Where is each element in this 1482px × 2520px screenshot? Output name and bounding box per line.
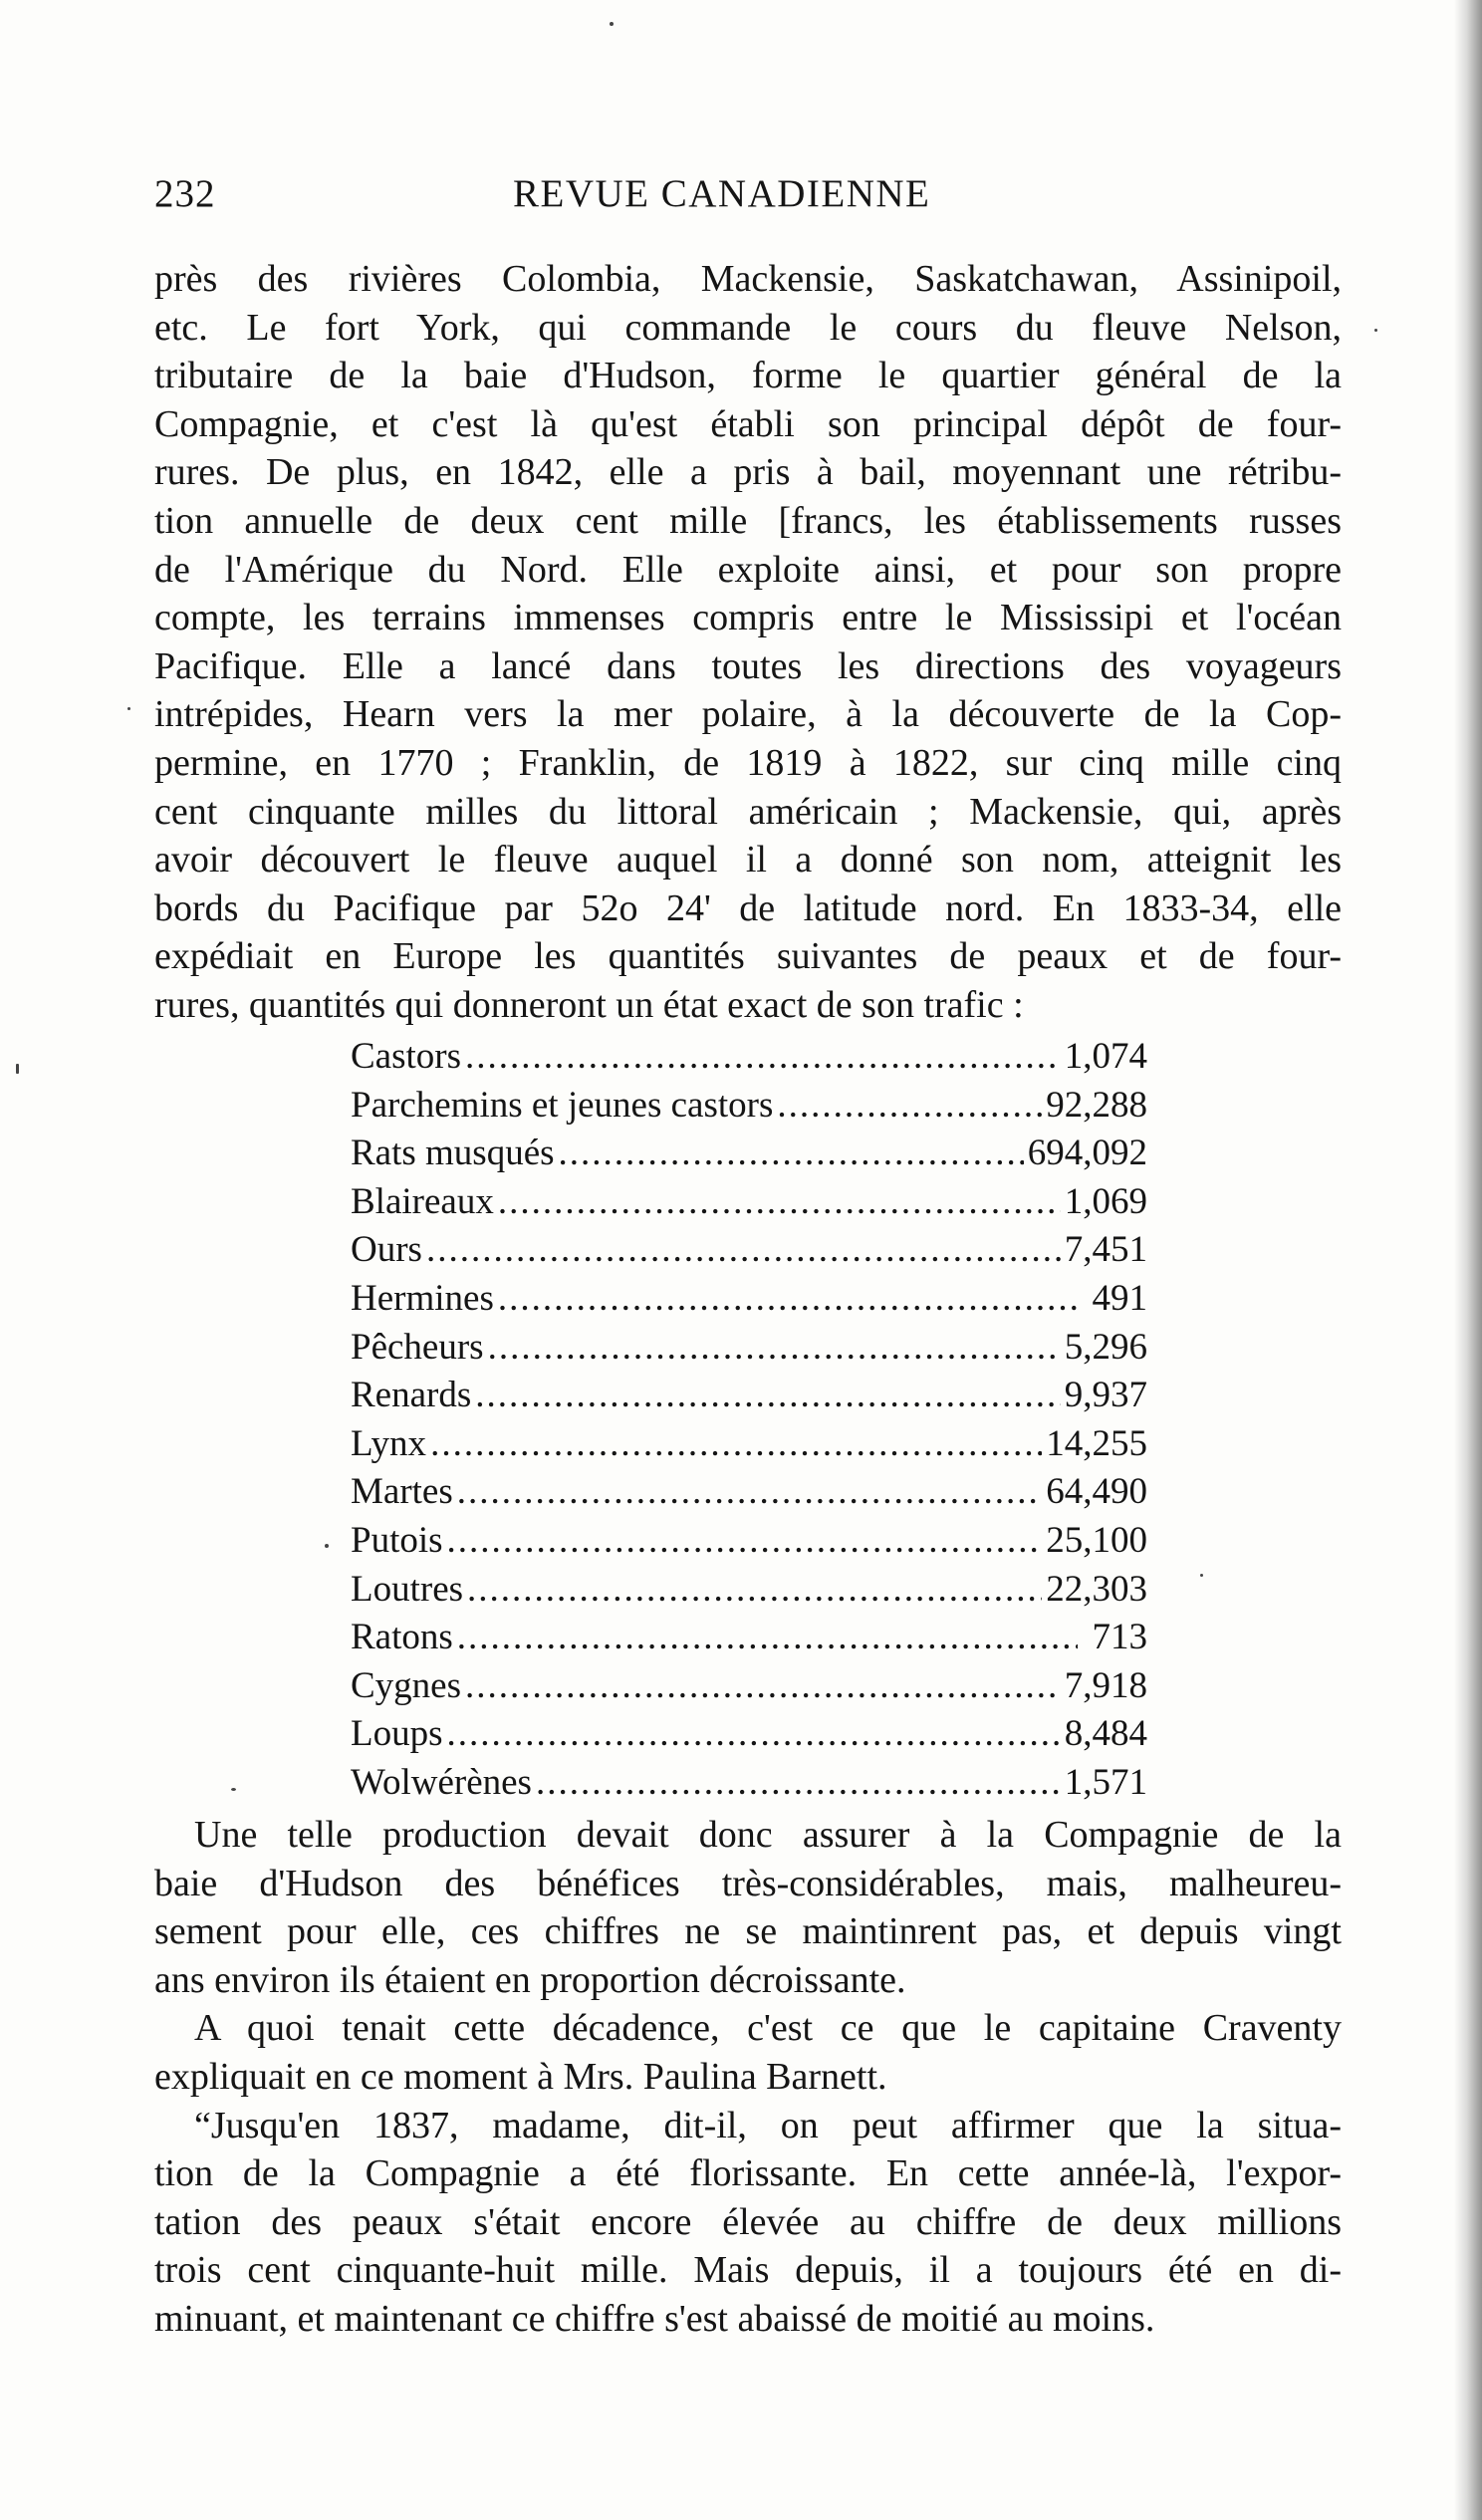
pelt-count: 14,255: [1046, 1422, 1147, 1464]
leader-dots: [488, 1324, 1061, 1373]
pelt-count: 1,069: [1064, 1180, 1147, 1222]
text-line: minuant, et maintenant ce chiffre s'est abaissé de moitié au moins.: [154, 2297, 1155, 2340]
animal-name: Ratons: [351, 1617, 453, 1658]
animal-name: Ours: [351, 1229, 422, 1271]
animal-name: Lynx: [351, 1422, 427, 1464]
running-title: REVUE CANADIENNE: [513, 172, 931, 215]
text-line: compte, les terrains immenses compris entre le Mississipi et l'océan: [154, 597, 1342, 639]
table-row: [351, 1372, 1147, 1420]
scan-speck: [127, 707, 130, 710]
text-line: “Jusqu'en 1837, madame, dit-il, on peut affirmer que la situa-: [194, 2104, 1342, 2146]
page-gutter-shadow: [1454, 0, 1482, 2520]
scan-speck: [1200, 1574, 1203, 1577]
table-row: [351, 1420, 1147, 1469]
leader-dots: [457, 1468, 1043, 1517]
pelt-count: 694,092: [1027, 1133, 1147, 1174]
pelt-count: 8,484: [1064, 1713, 1147, 1755]
animal-name: Loutres: [351, 1568, 464, 1610]
text-line: A quoi tenait cette décadence, c'est ce que le capitaine Craventy: [194, 2007, 1342, 2050]
pelt-count: 1,074: [1064, 1036, 1147, 1077]
animal-name: Putois: [351, 1519, 443, 1561]
animal-name: Blaireaux: [351, 1180, 494, 1222]
pelt-count: 25,100: [1046, 1519, 1147, 1561]
animal-name: Martes: [351, 1471, 453, 1513]
page-header: [154, 171, 1350, 221]
text-line: rures, quantités qui donneront un état exact de son trafic :: [154, 983, 1024, 1026]
pelt-count: 713: [1092, 1617, 1147, 1658]
pelt-count: 64,490: [1046, 1471, 1147, 1513]
scan-speck: [610, 22, 614, 26]
text-line: ans environ ils étaient en proportion décroissante.: [154, 1958, 906, 2001]
pelt-count: 5,296: [1064, 1326, 1147, 1368]
table-row: [351, 1566, 1147, 1615]
scan-speck: [16, 1064, 19, 1074]
animal-name: Castors: [351, 1036, 461, 1077]
animal-name: Rats musqués: [351, 1133, 555, 1174]
table-row: [351, 1226, 1147, 1275]
text-line: rures. De plus, en 1842, elle a pris à bail, moyennant une rétribu-: [154, 451, 1342, 494]
page-number: 232: [154, 172, 216, 215]
table-row: [351, 1275, 1147, 1324]
scan-speck: [325, 1544, 329, 1548]
text-line: Compagnie, et c'est là qu'est établi son principal dépôt de four-: [154, 402, 1342, 445]
table-row: [351, 1178, 1147, 1227]
scan-speck: [231, 1788, 236, 1791]
table-row: [351, 1324, 1147, 1373]
pelt-count: 92,288: [1046, 1084, 1147, 1126]
table-row: [351, 1759, 1147, 1808]
leader-dots: [536, 1759, 1061, 1808]
text-line: baie d'Hudson des bénéfices très-considérables, mais, malheureu-: [154, 1862, 1342, 1904]
text-line: tion annuelle de deux cent mille [francs, les établissements russes: [154, 499, 1342, 542]
table-row: [351, 1517, 1147, 1566]
table-row: [351, 1468, 1147, 1517]
table-row: [351, 1662, 1147, 1711]
text-line: trois cent cinquante-huit mille. Mais depuis, il a toujours été en di-: [154, 2249, 1342, 2292]
text-line: avoir découvert le fleuve auquel il a donné son nom, atteignit les: [154, 839, 1342, 882]
leader-dots: [457, 1614, 1078, 1662]
fur-export-table: [351, 1033, 1147, 1808]
animal-name: Parchemins et jeunes castors: [351, 1084, 774, 1126]
leader-dots: [465, 1662, 1061, 1711]
table-row: [351, 1710, 1147, 1759]
pelt-count: 491: [1092, 1277, 1147, 1319]
leader-dots: [447, 1710, 1061, 1759]
text-line: etc. Le fort York, qui commande le cours du fleuve Nelson,: [154, 306, 1342, 349]
leader-dots: [467, 1566, 1042, 1615]
table-row: [351, 1130, 1147, 1178]
animal-name: Cygnes: [351, 1664, 461, 1706]
text-line: près des rivières Colombia, Mackensie, Saskatchawan, Assinipoil,: [154, 258, 1342, 300]
text-line: Pacifique. Elle a lancé dans toutes les directions des voyageurs: [154, 644, 1342, 687]
animal-name: Wolwérènes: [351, 1761, 532, 1803]
leader-dots: [498, 1178, 1061, 1227]
pelt-count: 22,303: [1046, 1568, 1147, 1610]
animal-name: Pêcheurs: [351, 1326, 484, 1368]
table-row: [351, 1082, 1147, 1131]
text-line: intrépides, Hearn vers la mer polaire, à la découverte de la Cop-: [154, 693, 1342, 736]
pelt-count: 9,937: [1064, 1375, 1147, 1416]
pelt-count: 7,918: [1064, 1664, 1147, 1706]
text-line: Une telle production devait donc assurer à la Compagnie de la: [194, 1814, 1342, 1856]
leader-dots: [475, 1372, 1061, 1420]
text-line: de l'Amérique du Nord. Elle exploite ainsi, et pour son propre: [154, 548, 1342, 591]
leader-dots: [559, 1130, 1024, 1178]
table-row: [351, 1033, 1147, 1082]
text-line: expédiait en Europe les quantités suivantes de peaux et de four-: [154, 935, 1342, 978]
closing-paragraphs: [154, 1811, 1342, 2344]
pelt-count: 1,571: [1064, 1761, 1147, 1803]
leader-dots: [777, 1082, 1042, 1131]
text-line: tation des peaux s'était encore élevée au chiffre de deux millions: [154, 2200, 1342, 2243]
leader-dots: [426, 1226, 1061, 1275]
text-line: sement pour elle, ces chiffres ne se maintinrent pas, et depuis vingt: [154, 1910, 1342, 1953]
leader-dots: [447, 1517, 1043, 1566]
leader-dots: [430, 1420, 1042, 1469]
animal-name: Renards: [351, 1375, 472, 1416]
text-line: bords du Pacifique par 52o 24' de latitude nord. En 1833-34, elle: [154, 886, 1342, 929]
text-line: tion de la Compagnie a été florissante. En cette année-là, l'expor-: [154, 2152, 1342, 2195]
text-line: cent cinquante milles du littoral américain ; Mackensie, qui, après: [154, 790, 1342, 833]
animal-name: Hermines: [351, 1277, 494, 1319]
leader-dots: [465, 1033, 1061, 1082]
table-row: [351, 1614, 1147, 1662]
text-line: tributaire de la baie d'Hudson, forme le quartier général de la: [154, 355, 1342, 397]
body-paragraph: [154, 255, 1342, 1030]
pelt-count: 7,451: [1064, 1229, 1147, 1271]
animal-name: Loups: [351, 1713, 443, 1755]
leader-dots: [498, 1275, 1082, 1324]
text-line: permine, en 1770 ; Franklin, de 1819 à 1822, sur cinq mille cinq: [154, 741, 1342, 784]
text-line: expliquait en ce moment à Mrs. Paulina Barnett.: [154, 2055, 887, 2098]
scan-speck: [1374, 329, 1377, 332]
